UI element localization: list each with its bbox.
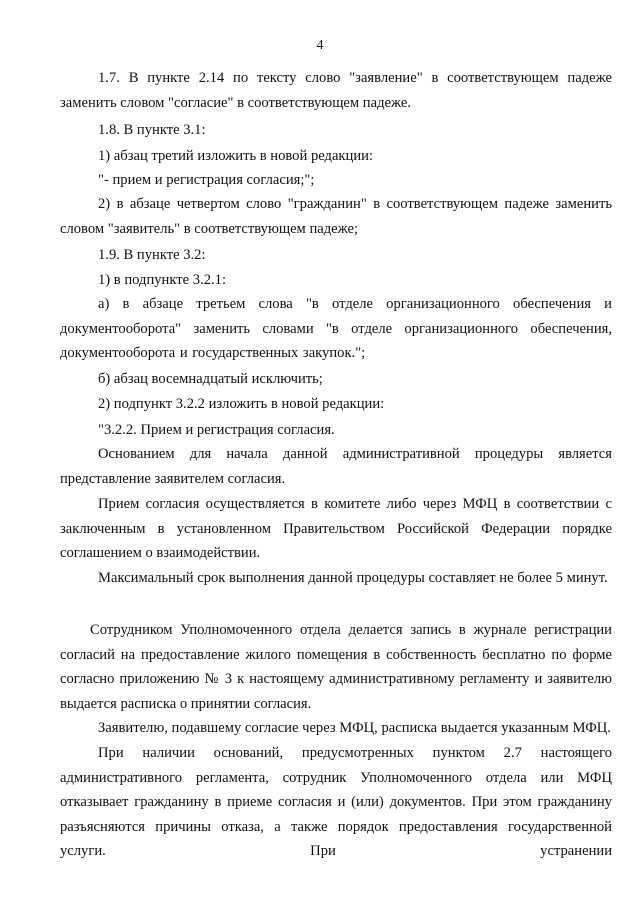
paragraph-1-8-item-1: 1) абзац третий изложить в новой редакции: [98,148,374,164]
paragraph-1-8-item-1-text: "- прием и регистрация согласия;"; [98,172,315,188]
paragraph-mfc-receipt: Заявителю, подавшему согласие через МФЦ, расписка выдается указанным МФЦ. [98,720,611,736]
paragraph-1-9-item-1: 1) в подпункте 3.2.1: [98,272,227,288]
paragraph-3-2-2-title: "3.2.2. Прием и регистрация согласия. [98,422,335,438]
paragraph-refusal: При наличии оснований, предусмотренных пунктом 2.7 настоящего административного регламента, сотрудник Уполномоченного отдела или МФЦ отказывает гражданину в приеме согласия и (или) документов. При этом гражданину разъясняются причины отказа, а также порядок предоставления государственной услуги. При устранении [60,745,612,860]
paragraph-1-9-item-a: а) в абзаце третьем слова "в отделе организационного обеспечения и документооборота" заменить словами "в отделе организационного обеспечения, документооборота и государственных закупок."; [60,296,612,362]
paragraph-1-9: 1.9. В пункте 3.2: [98,247,206,263]
paragraph-registration: Сотрудником Уполномоченного отдела делается запись в журнале регистрации согласий на предоставление жилого помещения в собственность бесплатно по форме согласно приложению № 3 к настоящему административному регламенту и заявителю выдается расписка о принятии согласия. [60,622,612,712]
paragraph-1-7: 1.7. В пункте 2.14 по тексту слово "заявление" в соответствующем падеже заменить словом "согласие" в соответствующем падеже. [60,70,612,111]
paragraph-grounds: Основанием для начала данной административной процедуры является представление заявителем согласия. [60,446,612,487]
paragraph-reception: Прием согласия осуществляется в комитете либо через МФЦ в соответствии с заключенным в установленном Правительством Российской Федерации порядке соглашением о взаимодействии. [60,496,612,562]
paragraph-1-8: 1.8. В пункте 3.1: [98,122,206,138]
paragraph-1-9-item-b: б) абзац восемнадцатый исключить; [98,371,323,387]
paragraph-1-8-item-2: 2) в абзаце четвертом слово "гражданин" в соответствующем падеже заменить словом "заявитель" в соответствующем падеже; [60,196,612,237]
paragraph-max-duration: Максимальный срок выполнения данной процедуры составляет не более 5 минут. [98,570,608,586]
paragraph-1-9-item-2: 2) подпункт 3.2.2 изложить в новой редакции: [98,396,385,412]
page-number: 4 [316,38,324,53]
